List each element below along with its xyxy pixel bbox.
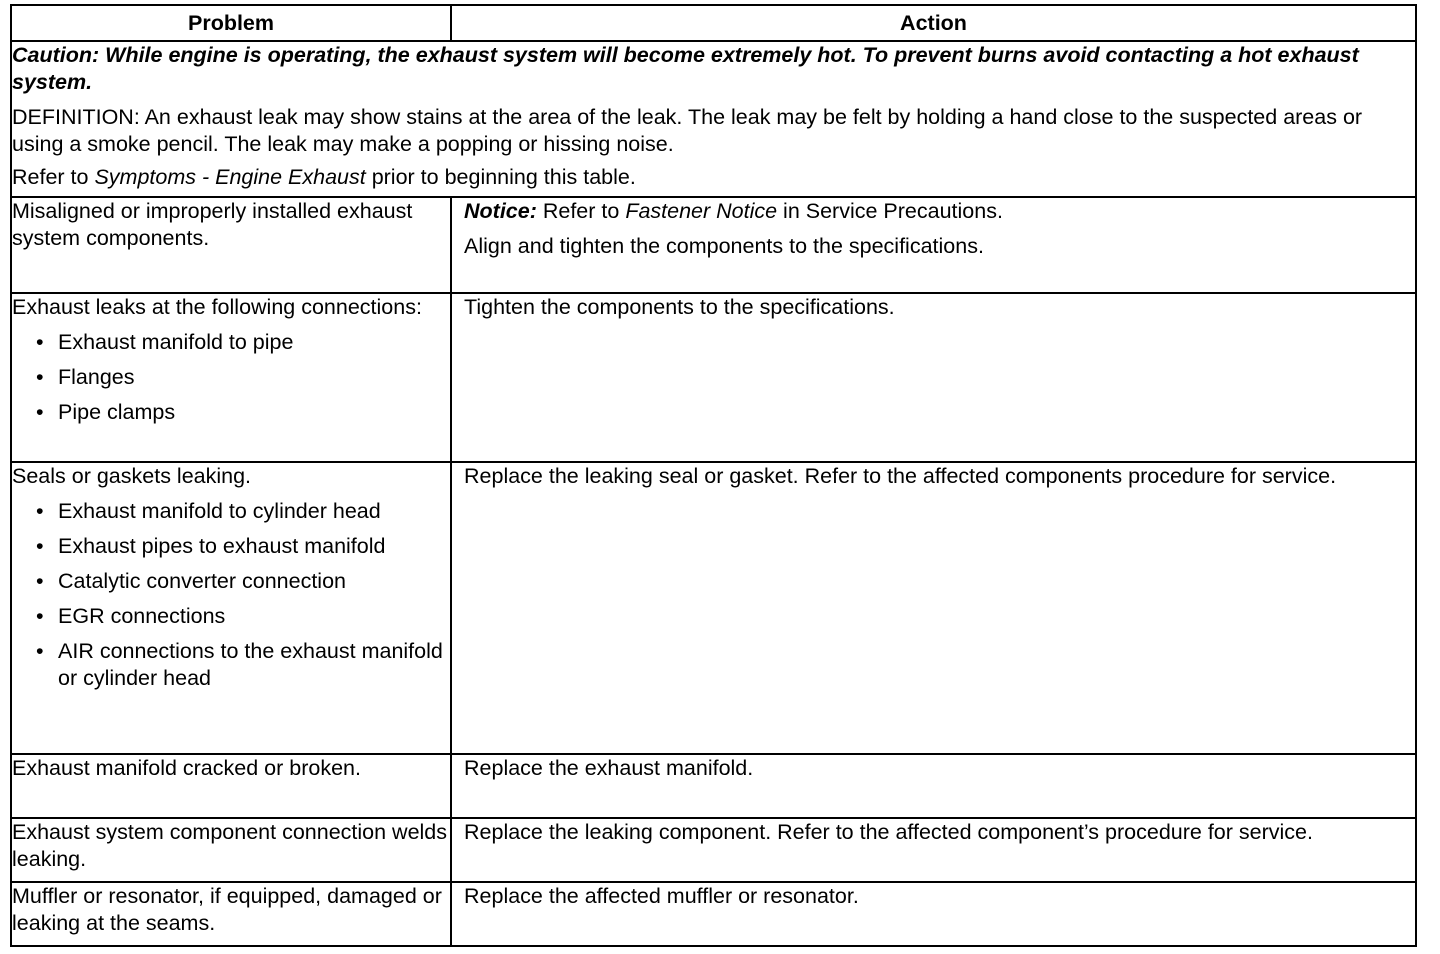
gasket-list bbox=[12, 498, 450, 692]
list-item: • Pipe clamps bbox=[12, 399, 450, 426]
header-problem: Problem bbox=[11, 5, 451, 41]
problem-cell bbox=[11, 818, 451, 882]
action-cell bbox=[451, 462, 1416, 754]
problem-cell bbox=[11, 462, 451, 754]
refer-text bbox=[12, 164, 1415, 191]
refer-link: Symptoms - Engine Exhaust bbox=[94, 165, 366, 189]
notice-text bbox=[464, 198, 1415, 225]
problem-cell bbox=[11, 197, 451, 293]
notice-label: Notice: bbox=[464, 199, 537, 223]
problem-text: Seals or gaskets leaking. bbox=[12, 464, 252, 488]
action-text: Replace the leaking component. Refer to the affected component’s procedure for service. bbox=[464, 820, 1313, 844]
action-cell bbox=[451, 882, 1416, 946]
action-text: Replace the leaking seal or gasket. Refer to the affected components procedure for service. bbox=[464, 464, 1337, 488]
problem-cell bbox=[11, 754, 451, 818]
list-item: • Exhaust manifold to cylinder head bbox=[12, 498, 450, 525]
intro-cell bbox=[11, 41, 1416, 197]
table-row bbox=[11, 197, 1416, 293]
table-header-row bbox=[11, 5, 1416, 41]
intro-row bbox=[11, 41, 1416, 197]
list-item: • Catalytic converter connection bbox=[12, 568, 450, 595]
list-item: • Flanges bbox=[12, 364, 450, 391]
refer-prefix: Refer to bbox=[12, 165, 95, 189]
action-cell bbox=[451, 197, 1416, 293]
header-action: Action bbox=[451, 5, 1416, 41]
problem-cell bbox=[11, 293, 451, 462]
problem-text: Misaligned or improperly installed exhaust system components. bbox=[12, 199, 413, 250]
problem-text: Exhaust manifold cracked or broken. bbox=[12, 756, 361, 780]
list-item: • AIR connections to the exhaust manifold or cylinder head bbox=[12, 638, 450, 692]
table-row bbox=[11, 818, 1416, 882]
action-text: Tighten the components to the specifications. bbox=[464, 295, 895, 319]
action-text: Replace the affected muffler or resonator. bbox=[464, 884, 859, 908]
action-text: Align and tighten the components to the specifications. bbox=[464, 234, 984, 258]
problem-text: Muffler or resonator, if equipped, damaged or leaking at the seams. bbox=[12, 884, 442, 935]
table-row bbox=[11, 462, 1416, 754]
action-cell bbox=[451, 293, 1416, 462]
list-item: • EGR connections bbox=[12, 603, 450, 630]
connection-list bbox=[12, 329, 450, 426]
definition-text: DEFINITION: An exhaust leak may show stains at the area of the leak. The leak may be felt by holding a hand close to the suspected areas or using a smoke pencil. The leak may make a popping or hissing noise. bbox=[12, 105, 1363, 156]
diagnostic-table bbox=[10, 4, 1417, 947]
caution-text: Caution: While engine is operating, the exhaust system will become extremely hot. To prevent burns avoid contacting a hot exhaust system. bbox=[12, 43, 1359, 94]
action-cell bbox=[451, 754, 1416, 818]
problem-text: Exhaust system component connection welds leaking. bbox=[12, 820, 448, 871]
list-item: • Exhaust pipes to exhaust manifold bbox=[12, 533, 450, 560]
notice-link: Fastener Notice bbox=[625, 199, 778, 223]
notice-prefix: Refer to bbox=[536, 199, 626, 223]
problem-text: Exhaust leaks at the following connections: bbox=[12, 295, 422, 319]
notice-suffix: in Service Precautions. bbox=[777, 199, 1003, 223]
list-item: • Exhaust manifold to pipe bbox=[12, 329, 450, 356]
action-cell bbox=[451, 818, 1416, 882]
table-row bbox=[11, 293, 1416, 462]
action-text: Replace the exhaust manifold. bbox=[464, 756, 754, 780]
table-row bbox=[11, 882, 1416, 946]
problem-cell bbox=[11, 882, 451, 946]
table-row bbox=[11, 754, 1416, 818]
refer-suffix: prior to beginning this table. bbox=[365, 165, 636, 189]
